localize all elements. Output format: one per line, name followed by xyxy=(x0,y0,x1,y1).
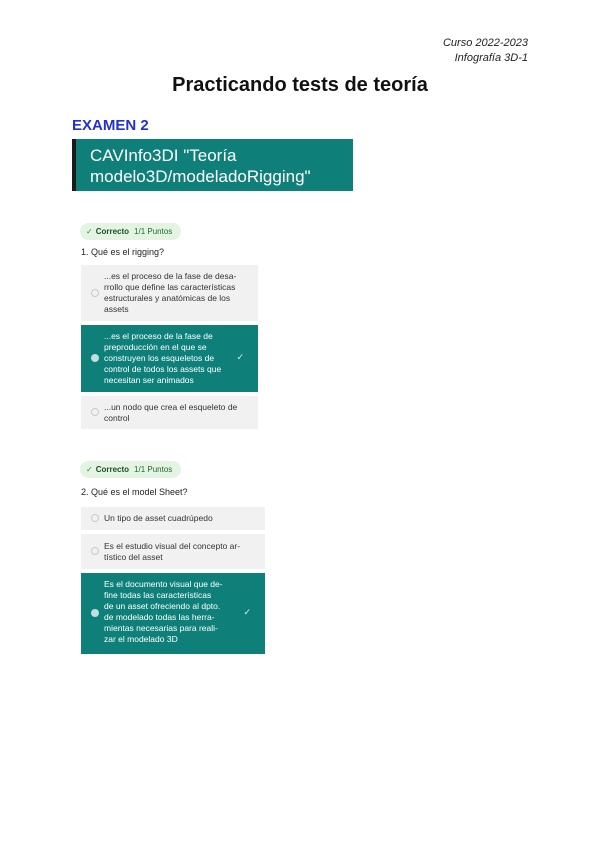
score-badge xyxy=(80,461,181,478)
radio-icon[interactable] xyxy=(91,289,99,297)
course-subject: Infografía 3D-1 xyxy=(454,52,528,64)
option-line: ...un nodo que crea el esqueleto de xyxy=(104,402,238,412)
badge-status: Correcto xyxy=(95,227,130,236)
option-line: assets xyxy=(104,304,129,314)
option-line: rrollo que define las características xyxy=(104,282,236,292)
page-title: Practicando tests de teoría xyxy=(172,74,428,96)
option-line: Es el estudio visual del concepto ar- xyxy=(104,541,241,551)
option-line: zar el modelado 3D xyxy=(104,634,178,644)
option-line: necesitan ser animados xyxy=(104,375,194,385)
option-line: Un tipo de asset cuadrúpedo xyxy=(104,513,213,523)
radio-icon[interactable] xyxy=(91,514,99,522)
radio-icon[interactable] xyxy=(91,547,99,555)
checkmark-icon: ✓ xyxy=(243,607,251,617)
radio-icon[interactable] xyxy=(91,408,99,416)
option-line: mientas necesarias para reali- xyxy=(104,623,218,633)
q2-option-1[interactable] xyxy=(81,507,265,530)
check-icon: ✓ xyxy=(86,465,93,474)
option-line: ...es el proceso de la fase de desa- xyxy=(104,271,237,281)
q1-option-2-selected[interactable] xyxy=(81,325,258,392)
course-year: Curso 2022-2023 xyxy=(442,37,528,49)
score-badge xyxy=(80,223,181,240)
banner-line-2: modelo3D/modeladoRigging" xyxy=(90,167,311,186)
option-line: ...es el proceso de la fase de xyxy=(104,331,213,341)
option-line: control de todos los assets que xyxy=(104,364,222,374)
question-2-text: 2. Qué es el model Sheet? xyxy=(81,487,188,497)
quiz-banner xyxy=(72,139,353,191)
badge-points: 1/1 Puntos xyxy=(134,465,173,474)
option-line: de un asset ofreciendo al dpto. xyxy=(104,601,221,611)
badge-status: Correcto xyxy=(95,465,130,474)
option-line: estructurales y anatómicas de los xyxy=(104,293,231,303)
exam-label: EXAMEN 2 xyxy=(72,117,149,134)
badge-points: 1/1 Puntos xyxy=(134,227,173,236)
radio-selected-icon[interactable] xyxy=(91,354,99,362)
checkmark-icon: ✓ xyxy=(236,352,244,362)
q1-option-3[interactable] xyxy=(81,396,258,429)
q2-option-3-selected[interactable] xyxy=(81,573,265,654)
option-line: preproducción en el que se xyxy=(104,342,207,352)
option-line: de modelado todas las herra- xyxy=(104,612,215,622)
banner-line-1: CAVInfo3DI "Teoría xyxy=(90,146,237,165)
q1-option-1[interactable] xyxy=(81,265,258,321)
option-line: control xyxy=(104,413,130,423)
option-line: fine todas las características xyxy=(104,590,212,600)
option-line: tístico del asset xyxy=(104,552,163,562)
option-line: construyen los esqueletos de xyxy=(104,353,215,363)
q2-option-2[interactable] xyxy=(81,534,265,569)
check-icon: ✓ xyxy=(86,227,93,236)
option-line: Es el documento visual que de- xyxy=(104,579,223,589)
course-header xyxy=(443,36,528,66)
radio-selected-icon[interactable] xyxy=(91,609,99,617)
question-1-text: 1. Qué es el rigging? xyxy=(81,247,165,257)
